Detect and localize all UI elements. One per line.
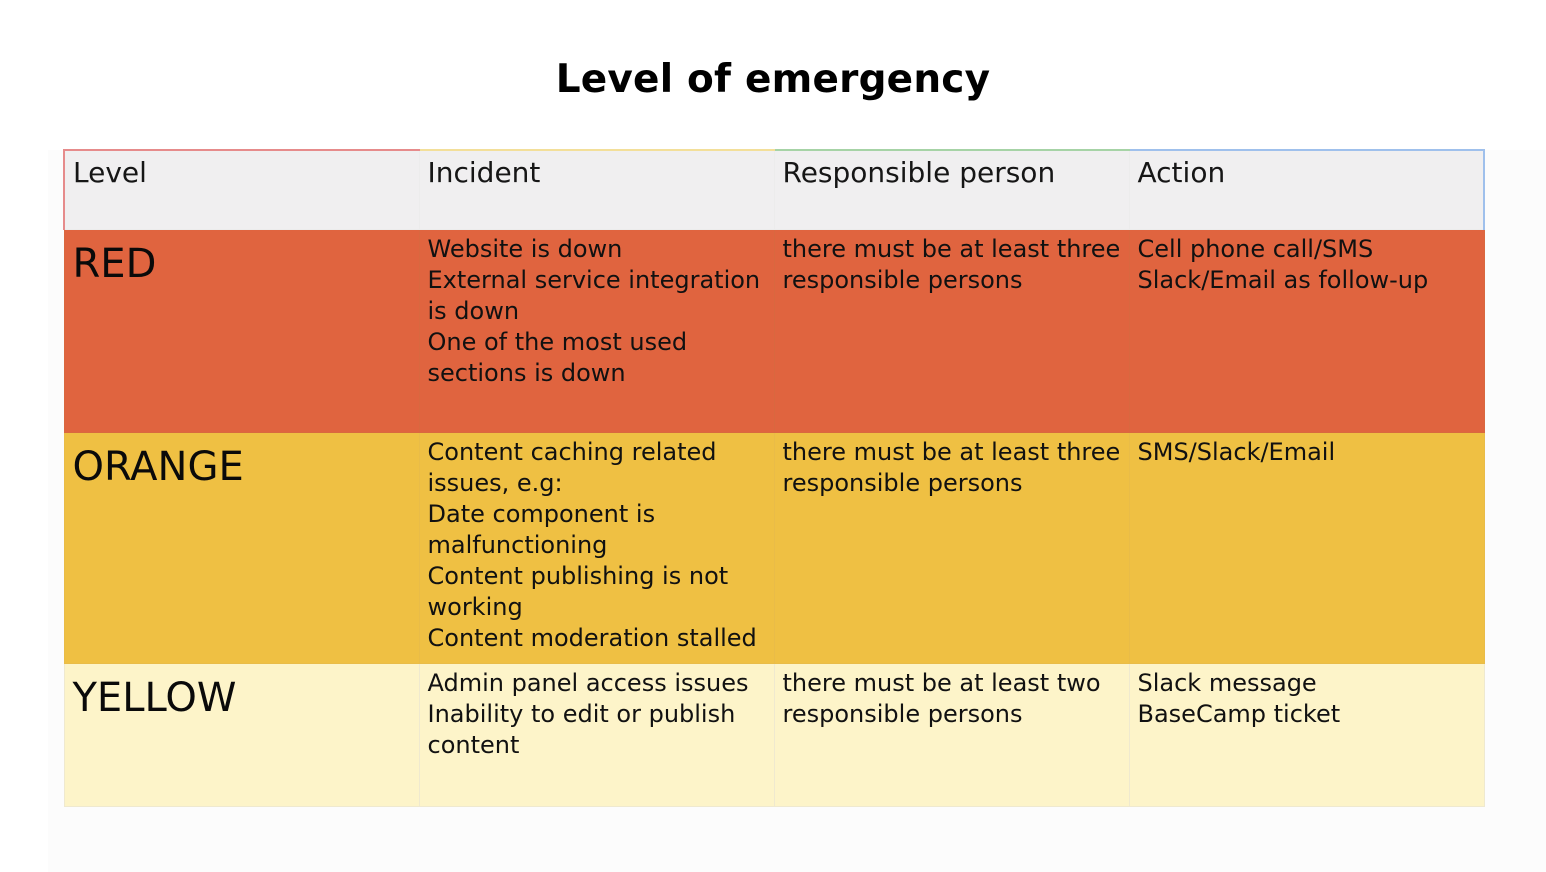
incident-line: Content caching related issues, e.g: <box>427 438 725 497</box>
action-cell-yellow <box>1129 664 1484 807</box>
action-cell-red <box>1129 230 1484 433</box>
responsible-cell-red: there must be at least three responsible persons <box>774 230 1129 433</box>
level-cell-yellow: YELLOW <box>64 664 419 807</box>
table-row-yellow <box>64 664 1484 807</box>
action-cell-orange <box>1129 433 1484 664</box>
action-line: Slack/Email as follow-up <box>1137 266 1429 294</box>
incident-line: Date component is malfunctioning <box>427 500 663 559</box>
incident-line: External service integration is down <box>427 266 768 325</box>
incident-line: Content publishing is not working <box>427 562 736 621</box>
header-incident: Incident <box>419 150 774 230</box>
header-level: Level <box>64 150 419 230</box>
level-cell-red: RED <box>64 230 419 433</box>
incident-line: Website is down <box>427 235 623 263</box>
responsible-cell-orange: there must be at least three responsible persons <box>774 433 1129 664</box>
level-cell-orange: ORANGE <box>64 433 419 664</box>
action-line: SMS/Slack/Email <box>1137 438 1336 466</box>
table-header-row <box>64 150 1484 230</box>
incident-cell-orange <box>419 433 774 664</box>
incident-line: Inability to edit or publish content <box>427 700 743 759</box>
page-title: Level of emergency <box>555 57 991 102</box>
header-responsible-person: Responsible person <box>774 150 1129 230</box>
incident-line: Admin panel access issues <box>427 669 749 697</box>
emergency-levels-table <box>63 149 1485 807</box>
incident-line: Content moderation stalled <box>427 624 757 652</box>
table-row-orange <box>64 433 1484 664</box>
responsible-cell-yellow: there must be at least two responsible persons <box>774 664 1129 807</box>
action-line: Slack message <box>1137 669 1317 697</box>
incident-cell-yellow <box>419 664 774 807</box>
action-line: Cell phone call/SMS <box>1137 235 1374 263</box>
incident-cell-red <box>419 230 774 433</box>
incident-line: One of the most used sections is down <box>427 328 695 387</box>
header-action: Action <box>1129 150 1484 230</box>
action-line: BaseCamp ticket <box>1137 700 1341 728</box>
table-row-red <box>64 230 1484 433</box>
